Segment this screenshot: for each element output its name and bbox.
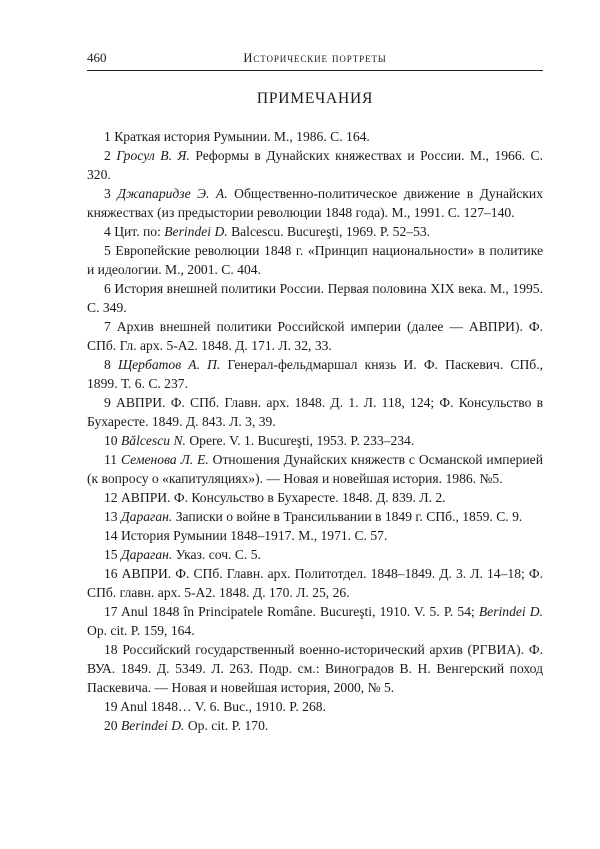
- page-number: 460: [87, 50, 107, 65]
- note-text: Общественно-политическое движение в Дунайских княжествах (из предыстории революции 1848 года). М., 1991. С. 127–140.: [87, 186, 543, 220]
- note-5: [87, 241, 543, 279]
- note-text: Записки о войне в Трансильвании в 1849 г. СПб., 1859. С. 9.: [172, 509, 523, 524]
- note-text: Balcescu. Bucureşti, 1969. P. 52–53.: [227, 224, 431, 239]
- note-3: [87, 184, 543, 222]
- note-text: 18 Российский государственный военно-исторический архив (РГВИА). Ф. ВУА. 1849. Д. 5349. Л. 263. Подр. см.: Виноградов В. Н. Венгерский поход Паскевича. — Новая и новейшая история, 2000, № 5.: [87, 642, 543, 695]
- notes-list: [87, 127, 543, 735]
- note-8: [87, 355, 543, 393]
- note-1: [87, 127, 543, 146]
- note-author: Семенова Л. Е.: [120, 452, 209, 467]
- note-11: [87, 450, 543, 488]
- note-text: 17 Anul 1848 în Principatele Române. Bucureşti, 1910. V. 5. P. 54;: [104, 604, 479, 619]
- note-author: Дараган.: [121, 509, 173, 524]
- note-14: [87, 526, 543, 545]
- note-text: 5 Европейские революции 1848 г. «Принцип национальности» в политике и идеологии. М., 2001. С. 404.: [87, 243, 543, 277]
- note-text: 12 АВПРИ. Ф. Консульство в Бухаресте. 1848. Д. 839. Л. 2.: [104, 490, 446, 505]
- note-text: Генерал-фельдмаршал князь И. Ф. Паскевич. СПб., 1899. Т. 6. С. 237.: [87, 357, 544, 391]
- note-text: 15: [104, 547, 121, 562]
- note-author: Гросул В. Я.: [116, 148, 190, 163]
- note-text: 13: [104, 509, 121, 524]
- note-text: 14 История Румынии 1848–1917. М., 1971. С. 57.: [104, 528, 388, 543]
- note-2: [87, 146, 543, 184]
- note-author: Berindei D.: [121, 718, 185, 733]
- note-6: [87, 279, 543, 317]
- note-19: [87, 697, 543, 716]
- note-author: Дараган.: [121, 547, 173, 562]
- note-text: 7 Архив внешней политики Российской империи (далее — АВПРИ). Ф. СПб. Гл. арх. 5-А2. 1848. Д. 171. Л. 32, 33.: [87, 319, 543, 353]
- note-text: 8: [104, 357, 118, 372]
- note-text: 2: [104, 148, 117, 163]
- note-text: 4 Цит. по:: [104, 224, 165, 239]
- note-text: Op. cit. P. 170.: [184, 718, 269, 733]
- note-text: Op. cit. P. 159, 164.: [87, 623, 195, 638]
- section-title: ПРИМЕЧАНИЯ: [256, 90, 374, 107]
- note-text: Реформы в Дунайских княжествах и России. М., 1966. С. 320.: [87, 148, 543, 182]
- note-text: 6 История внешней политики России. Первая половина XIX века. М., 1995. С. 349.: [87, 281, 543, 315]
- note-13: [87, 507, 543, 526]
- note-text: 20: [104, 718, 121, 733]
- note-text: 16 АВПРИ. Ф. СПб. Главн. арх. Политотдел. 1848–1849. Д. 3. Л. 14–18; Ф. СПб. главн. арх. 5-А2. 1848. Д. 170. Л. 25, 26.: [87, 566, 543, 600]
- note-7: [87, 317, 543, 355]
- note-author: Bălcescu N.: [121, 433, 186, 448]
- note-17: [87, 602, 543, 640]
- note-author: Berindei D.: [478, 604, 543, 619]
- note-author: Щербатов А. П.: [117, 357, 221, 372]
- note-author: Джапаридзе Э. А.: [117, 186, 228, 201]
- note-text: Отношения Дунайских княжеств с Османской империей (к вопросу о «капитуляциях»). — Новая и новейшая история. 1986. №5.: [87, 452, 543, 486]
- running-title: Исторические портреты: [243, 51, 387, 65]
- note-4: [87, 222, 543, 241]
- note-text: 9 АВПРИ. Ф. СПб. Главн. арх. 1848. Д. 1. Л. 118, 124; Ф. Консульство в Бухаресте. 1849. Д. 843. Л. 3, 39.: [87, 395, 543, 429]
- note-text: Указ. соч. С. 5.: [172, 547, 261, 562]
- note-12: [87, 488, 543, 507]
- note-10: [87, 431, 543, 450]
- note-9: [87, 393, 543, 431]
- note-text: 10: [104, 433, 121, 448]
- note-16: [87, 564, 543, 602]
- note-text: 19 Anul 1848… V. 6. Buc., 1910. P. 268.: [104, 699, 326, 714]
- note-author: Berindei D.: [164, 224, 228, 239]
- note-text: 3: [104, 186, 118, 201]
- note-20: [87, 716, 543, 735]
- note-15: [87, 545, 543, 564]
- note-18: [87, 640, 543, 697]
- note-text: Opere. V. 1. Bucureşti, 1953. P. 233–234.: [185, 433, 415, 448]
- note-text: 1 Краткая история Румынии. М., 1986. С. 164.: [104, 129, 370, 144]
- running-header: [87, 50, 543, 71]
- note-text: 11: [104, 452, 121, 467]
